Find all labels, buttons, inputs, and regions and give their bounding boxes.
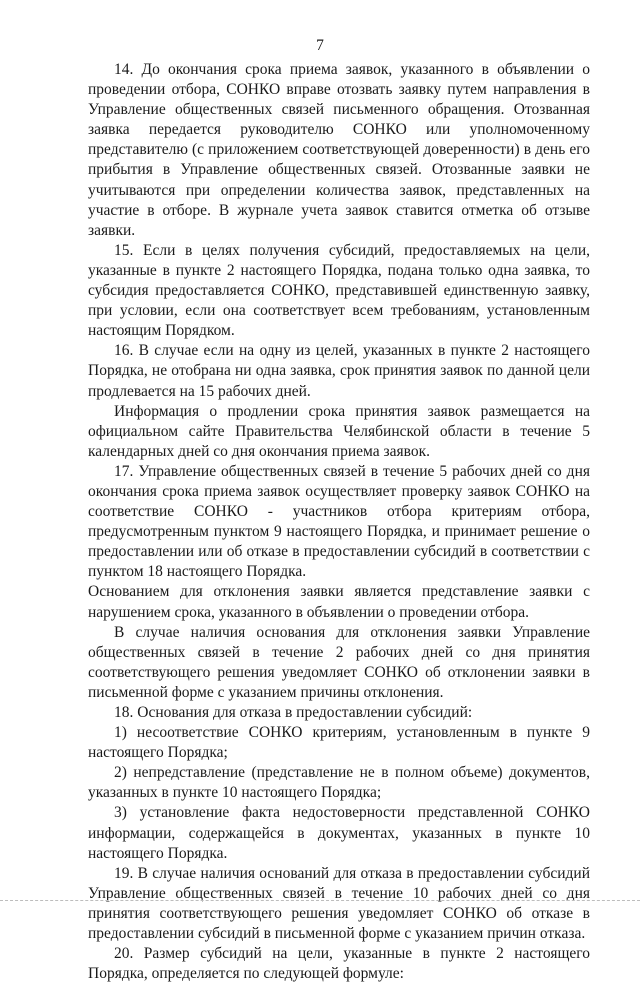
paragraph-18-item-1: 1) несоответствие СОНКО критериям, установленным в пункте 9 настоящего Порядка;: [88, 724, 590, 762]
paragraph-18-item-2: 2) непредставление (представление не в полном объеме) документов, указанных в пункте 10 настоящего Порядка;: [88, 764, 590, 802]
paragraph-17-rejection-basis: Основанием для отклонения заявки является представление заявки с нарушением срока, указанного в объявлении о проведении отбора.: [88, 583, 590, 621]
document-body: [88, 60, 590, 984]
paragraph-16: 16. В случае если на одну из целей, указанных в пункте 2 настоящего Порядка, не отобрана ни одна заявка, срок принятия заявок по данной цели продлевается на 15 рабочих дней.: [88, 342, 590, 400]
paragraph-19: 19. В случае наличия оснований для отказа в предоставлении субсидий Управление общественных связей в течение 10 рабочих дней со дня принятия соответствующего решения уведомляет СОНКО об отказе в предоставлении субсидий в письменной форме с указанием причин отказа.: [88, 864, 590, 943]
scan-edge-line: [0, 900, 640, 901]
paragraph-18: 18. Основания для отказа в предоставлении субсидий:: [114, 704, 473, 721]
page-number: 7: [316, 37, 324, 54]
paragraph-17-rejection-notice: В случае наличия основания для отклонения заявки Управление общественных связей в течение 2 рабочих дней со дня принятия соответствующего решения уведомляет СОНКО об отклонении заявки в письменной форме с указанием причины отклонения.: [88, 623, 590, 701]
paragraph-14: 14. До окончания срока приема заявок, указанного в объявлении о проведении отбора, СОНКО вправе отозвать заявку путем направления в Управление общественных связей письменного обращения. Отозванная заявка передается руководителю СОНКО или уполномоченному представителю (с приложением соответствующей доверенности) в день его прибытия в Управление общественных связей. Отозванные заявки не учитываются при определении количества заявок, представленных на участие в отборе. В журнале учета заявок ставится отметка об отзыве заявки.: [88, 61, 590, 239]
paragraph-15: 15. Если в целях получения субсидий, предоставляемых на цели, указанные в пункте 2 настоящего Порядка, подана только одна заявка, то субсидия предоставляется СОНКО, представившей единственную заявку, при условии, если она соответствует всем требованиям, установленным настоящим Порядком.: [88, 241, 590, 340]
paragraph-16-info: Информация о продлении срока принятия заявок размещается на официальном сайте Правительства Челябинской области в течение 5 календарных дней со дня окончания приема заявок.: [88, 402, 590, 460]
paragraph-18-item-3: 3) установление факта недостоверности представленной СОНКО информации, содержащейся в документах, указанных в пункте 10 настоящего Порядка.: [88, 804, 590, 862]
paragraph-20: 20. Размер субсидий на цели, указанные в пункте 2 настоящего Порядка, определяется по следующей формуле:: [88, 945, 590, 983]
paragraph-17: 17. Управление общественных связей в течение 5 рабочих дней со дня окончания срока приема заявок осуществляет проверку заявок СОНКО на соответствие СОНКО - участников отбора критериям отбора, предусмотренным пунктом 9 настоящего Порядка, и принимает решение о предоставлении или об отказе в предоставлении субсидий в соответствии с пунктом 18 настоящего Порядка.: [88, 462, 590, 581]
